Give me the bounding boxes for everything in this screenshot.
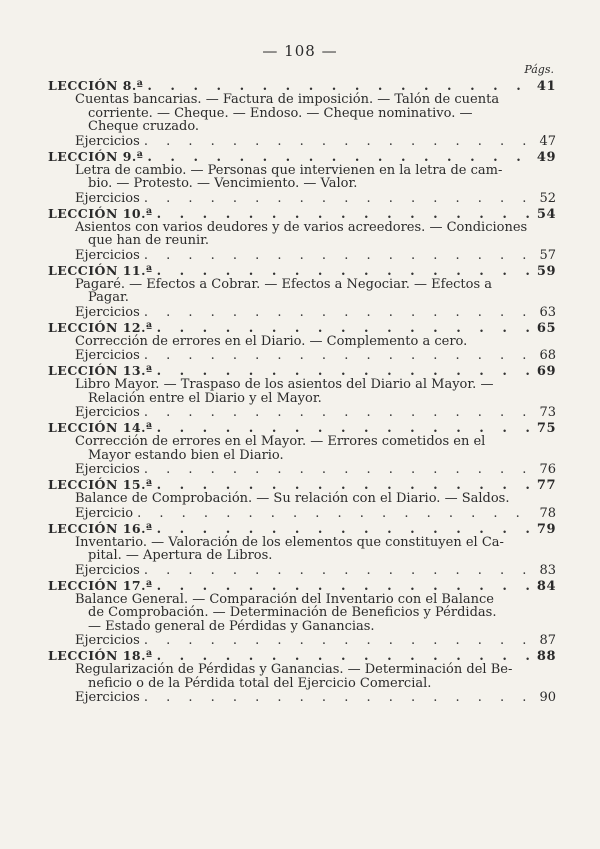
lesson-entry [48,477,556,521]
lesson-heading [48,363,556,378]
description-line: corriente. — Cheque. — Endoso. — Cheque nominativo. — [88,105,473,121]
lesson-description [48,221,550,248]
dot-leader [157,364,533,378]
description-line: — Estado general de Pérdidas y Ganancias. [88,618,375,634]
lesson-title: LECCIÓN 14.ª [48,420,153,435]
lesson-description [48,335,550,349]
lesson-description [48,492,550,506]
lesson-title: LECCIÓN 16.ª [48,520,153,536]
lesson-page-number: 88 [536,649,556,663]
exercises-label: Ejercicios [75,562,140,578]
exercises-label: Ejercicios [75,633,140,648]
lesson-entry [48,320,556,364]
lesson-page-number: 41 [536,79,556,93]
lesson-title: LECCIÓN 11.ª [48,262,153,278]
lesson-entry [48,263,556,320]
description-line: Balance General. — Comparación del Inventario con el Balance [75,591,494,607]
description-line: Libro Mayor. — Traspaso de los asientos del Diario al Mayor. — [75,377,494,392]
exercises-page-number: 76 [539,462,556,477]
lesson-heading [48,263,556,278]
lesson-title: LECCIÓN 8.ª [48,78,144,93]
dot-leader [144,563,534,578]
exercises-page-number: 78 [539,505,556,521]
lesson-description [48,593,550,634]
exercises-label: Ejercicios [75,348,140,363]
dot-leader [144,633,534,648]
lesson-description [48,164,550,191]
exercises-row [48,690,556,705]
lesson-heading [48,149,556,164]
lesson-title: LECCIÓN 17.ª [48,577,153,593]
description-line: Relación entre el Diario y el Mayor. [88,390,322,406]
lesson-page-number: 75 [536,421,556,435]
lesson-entry [48,578,556,649]
exercises-row [48,563,556,578]
dot-leader [137,506,534,521]
lesson-page-number: 65 [536,320,556,335]
lesson-page-number: 79 [536,521,556,536]
pages-column-label: Págs. [524,63,554,76]
lesson-entry [48,149,556,206]
description-line: Mayor estando bien el Diario. [88,447,284,463]
lesson-description [48,378,550,405]
dot-leader [144,191,534,206]
lesson-page-number: 69 [536,364,556,378]
lesson-heading [48,578,556,593]
description-line: Cuentas bancarias. — Factura de imposición. — Talón de cuenta [75,92,500,107]
lesson-heading [48,206,556,221]
exercises-label: Ejercicio [75,505,134,521]
exercises-page-number: 47 [539,133,556,149]
dot-leader [144,348,534,363]
dot-leader [157,207,533,221]
lesson-description [48,663,550,690]
exercises-label: Ejercicios [75,190,140,206]
lesson-description [48,93,550,134]
exercises-row [48,191,556,206]
description-line: Inventario. — Valoración de los elementos que constituyen el Ca- [75,534,504,550]
exercises-label: Ejercicios [75,247,140,263]
exercises-page-number: 52 [539,190,556,206]
lesson-title: LECCIÓN 10.ª [48,205,153,221]
exercises-label: Ejercicios [75,690,140,705]
exercises-row [48,348,556,363]
lesson-page-number: 77 [536,478,556,492]
exercises-label: Ejercicios [75,405,140,420]
description-line: Regularización de Pérdidas y Ganancias. — Determinación del Be- [75,662,513,677]
lesson-entry [48,363,556,420]
exercises-page-number: 83 [539,562,556,578]
dot-leader [144,690,534,705]
dot-leader [157,522,533,536]
lesson-heading [48,420,556,435]
description-line: Pagar. [88,290,129,305]
exercises-row [48,633,556,648]
description-line: bio. — Protesto. — Vencimiento. — Valor. [88,176,358,191]
table-of-contents [48,78,556,705]
dot-leader [157,264,533,278]
dot-leader [144,248,534,263]
exercises-row [48,248,556,263]
lesson-title: LECCIÓN 13.ª [48,363,153,378]
description-line: que han de reunir. [88,233,210,248]
exercises-row [48,134,556,149]
page-number: — 108 — [262,42,338,60]
dot-leader [157,321,533,335]
lesson-page-number: 84 [536,578,556,593]
lesson-description [48,278,550,305]
exercises-page-number: 73 [539,405,556,420]
exercises-label: Ejercicios [75,304,140,320]
lesson-description [48,435,550,462]
description-line: Letra de cambio. — Personas que intervienen en la letra de cam- [75,162,503,178]
lesson-heading [48,648,556,663]
exercises-page-number: 87 [539,633,556,648]
description-line: Pagaré. — Efectos a Cobrar. — Efectos a Negociar. — Efectos a [75,276,493,292]
exercises-row [48,506,556,521]
dot-leader [157,478,533,492]
description-line: neficio o de la Pérdida total del Ejercicio Comercial. [88,675,432,691]
lesson-entry [48,78,556,149]
dot-leader [157,649,533,663]
dot-leader [144,305,534,320]
dot-leader [144,462,534,477]
description-line: Cheque cruzado. [88,119,200,134]
lesson-page-number: 49 [536,149,556,164]
lesson-description [48,536,550,563]
description-line: Asientos con varios deudores y de varios acreedores. — Condiciones [75,219,528,235]
exercises-page-number: 90 [539,690,556,705]
lesson-page-number: 59 [536,263,556,278]
lesson-heading [48,477,556,492]
lesson-entry [48,420,556,477]
exercises-label: Ejercicios [75,133,140,149]
description-line: pital. — Apertura de Libros. [88,548,273,563]
lesson-title: LECCIÓN 12.ª [48,319,153,335]
lesson-title: LECCIÓN 18.ª [48,648,153,663]
lesson-title: LECCIÓN 9.ª [48,148,144,164]
lesson-page-number: 54 [536,206,556,221]
dot-leader [157,579,533,593]
lesson-entry [48,521,556,578]
lesson-heading [48,521,556,536]
description-line: Corrección de errores en el Diario. — Complemento a cero. [75,333,468,349]
description-line: de Comprobación. — Determinación de Beneficios y Pérdidas. [88,605,497,620]
exercises-page-number: 63 [539,304,556,320]
lesson-heading [48,320,556,335]
lesson-entry [48,648,556,705]
exercises-row [48,462,556,477]
exercises-page-number: 57 [539,247,556,263]
description-line: Balance de Comprobación. — Su relación con el Diario. — Saldos. [75,491,510,506]
exercises-label: Ejercicios [75,462,140,477]
exercises-page-number: 68 [539,348,556,363]
dot-leader [144,405,534,420]
dot-leader [147,150,533,164]
dot-leader [157,421,533,435]
exercises-row [48,305,556,320]
lesson-title: LECCIÓN 15.ª [48,477,153,492]
description-line: Corrección de errores en el Mayor. — Errores cometidos en el [75,434,486,449]
lesson-heading [48,78,556,93]
lesson-entry [48,206,556,263]
dot-leader [144,134,534,149]
exercises-row [48,405,556,420]
dot-leader [147,79,533,93]
